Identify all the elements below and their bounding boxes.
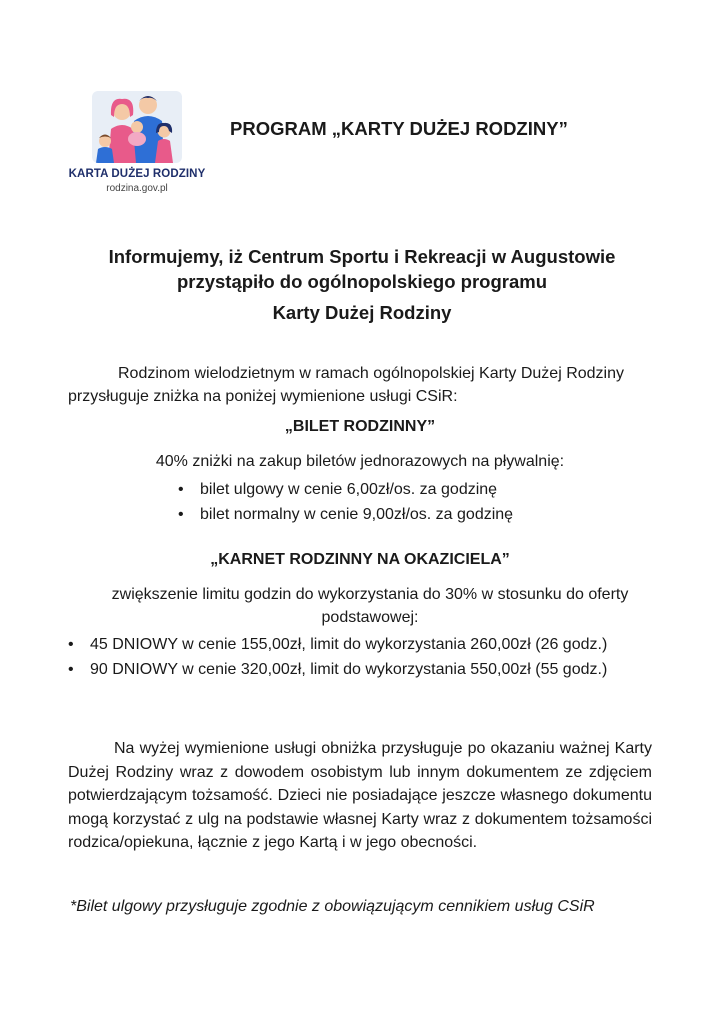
bullet-icon: • — [178, 481, 184, 498]
intro-line-2: przystąpiło do ogólnopolskiego programu — [176, 271, 547, 292]
conditions-paragraph: Na wyżej wymienione usługi obniżka przysługuje po okazaniu ważnej Karty Dużej Rodziny wraz z dowodem osobistym lub innym dokumentem ze zdjęciem potwierdzającym tożsamość. Dzieci nie posiadające jeszcze własnego dokumentu mogą korzystać z ulg na podstawie własnej Karty wraz z dokumentem tożsamości rodzica/opiekuna, łącznie z jego Kartą i w jego obecności. — [68, 740, 652, 851]
family-ticket-list — [176, 477, 513, 527]
family-ticket-description: 40% zniżki na zakup biletów jednorazowych na pływalnię: — [155, 453, 565, 470]
bullet-icon: • — [178, 506, 184, 523]
list-item: • 90 DNIOWY w cenie 320,00zł, limit do wykorzystania 550,00zł (55 godz.) — [66, 657, 607, 682]
family-ticket-heading: „BILET RODZINNY” — [284, 418, 436, 435]
intro-heading — [60, 244, 664, 294]
logo-url: rodzina.gov.pl — [106, 183, 168, 194]
intro-paragraph: Rodzinom wielodzietnym w ramach ogólnopolskiej Karty Dużej Rodziny przysługuje zniżka na poniżej wymienione usługi CSiR: — [68, 365, 624, 405]
family-pass-description: zwiększenie limitu godzin do wykorzystania do 30% w stosunku do oferty podstawowej: — [111, 586, 629, 626]
karta-duzej-rodziny-logo — [66, 88, 211, 198]
footnote: *Bilet ulgowy przysługuje zgodnie z obowiązującym cennikiem usług CSiR — [70, 898, 595, 915]
intro-line-3: Karty Dużej Rodziny — [272, 302, 452, 323]
page-title: PROGRAM „KARTY DUŻEJ RODZINY” — [230, 118, 568, 139]
logo-title: KARTA DUŻEJ RODZINY — [68, 168, 206, 180]
family-illustration — [92, 91, 182, 163]
list-item: • bilet ulgowy w cenie 6,00zł/os. za godzinę — [176, 477, 513, 502]
family-pass-list — [66, 632, 607, 682]
list-item: • bilet normalny w cenie 9,00zł/os. za godzinę — [176, 502, 513, 527]
bullet-icon: • — [68, 661, 74, 678]
intro-line-1: Informujemy, iż Centrum Sportu i Rekreacji w Augustowie — [108, 246, 616, 267]
bullet-icon: • — [68, 636, 74, 653]
list-item: • 45 DNIOWY w cenie 155,00zł, limit do wykorzystania 260,00zł (26 godz.) — [66, 632, 607, 657]
family-pass-heading: „KARNET RODZINNY NA OKAZICIELA” — [210, 551, 510, 568]
